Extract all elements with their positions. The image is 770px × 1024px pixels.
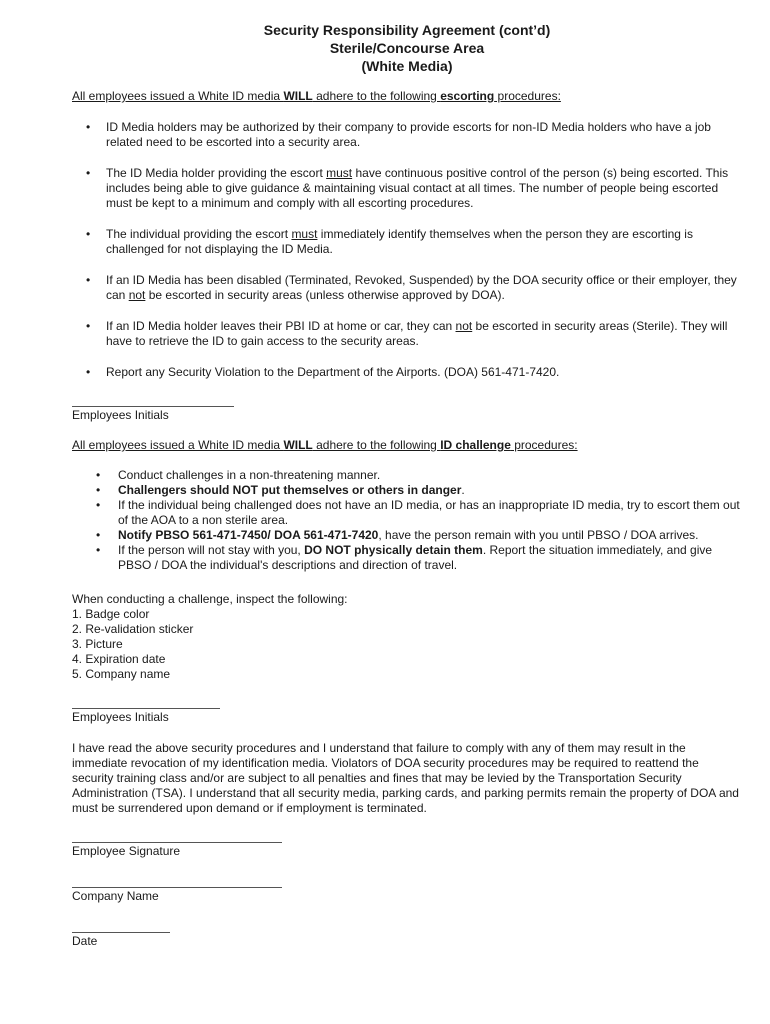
list-item: • Conduct challenges in a non-threatening manner. [96,468,381,482]
company-name-label: Company Name [72,889,159,903]
list-item: 4. Expiration date [72,652,166,666]
company-name-line[interactable] [72,887,282,888]
acknowledgement-paragraph: I have read the above security procedures and I understand that failure to comply with any of them may result in the immediate revocation of my identification media. Violators of DOA security procedures may be required to reattend the security training class and/or are subject to all penalties and fines that may be levied by the Transportation Security Administration (TSA). I understand that all security media, parking cards, and parking permits remain the property of DOA and must be surrendered upon demand or if employment is terminated. [72,741,739,815]
list-item: • Report any Security Violation to the Department of the Airports. (DOA) 561-471-7420. [86,365,560,379]
list-item: • The ID Media holder providing the escort must have continuous positive control of the person (s) being escorted. This includes being able to give guidance & maintaining visual contact at all times. The number of people being escorted must be kept to a minimum and comply with all escorting procedures. [86,166,729,210]
employee-signature-label: Employee Signature [72,844,181,858]
list-item: • If the person will not stay with you, DO NOT physically detain them. Report the situation immediately, and give PBSO / DOA the individual's descriptions and direction of travel. [96,543,713,572]
title-line-3: (White Media) [361,58,453,74]
title-line-2: Sterile/Concourse Area [329,40,485,56]
challenge-intro: All employees issued a White ID media WILL adhere to the following ID challenge procedures: [72,438,578,452]
list-item: • The individual providing the escort must immediately identify themselves when the person they are escorting is challenged for not displaying the ID Media. [86,227,693,256]
list-item: • If the individual being challenged does not have an ID media, or has an inappropriate ID media, try to escort them out of the AOA to a non sterile area. [96,498,740,527]
list-item: 5. Company name [72,667,171,681]
list-item: 2. Re-validation sticker [72,622,194,636]
title-line-1: Security Responsibility Agreement (cont’d) [263,22,551,38]
date-line[interactable] [72,932,170,933]
list-item: 1. Badge color [72,607,150,621]
escorting-intro: All employees issued a White ID media WILL adhere to the following escorting procedures: [72,89,561,103]
inspect-checklist [72,592,742,682]
initials-label-1: Employees Initials [72,408,169,422]
list-item: • If an ID Media holder leaves their PBI ID at home or car, they can not be escorted in security areas (Sterile). They will have to retrieve the ID to gain access to the security areas. [86,319,728,348]
employee-signature-line[interactable] [72,842,282,843]
inspect-heading: When conducting a challenge, inspect the following: [72,592,348,606]
initials-line-1[interactable] [72,406,234,407]
initials-line-2[interactable] [72,708,220,709]
list-item: 3. Picture [72,637,123,651]
list-item: • If an ID Media has been disabled (Terminated, Revoked, Suspended) by the DOA security office or their employer, they can not be escorted in security areas (unless otherwise approved by DOA). [86,273,737,302]
list-item: • Challengers should NOT put themselves or others in danger. [96,483,465,497]
challenge-procedures-list [72,468,742,573]
escorting-procedures-list [72,120,742,396]
list-item: • Notify PBSO 561-471-7450/ DOA 561-471-7420, have the person remain with you until PBSO / DOA arrives. [96,528,699,542]
initials-label-2: Employees Initials [72,710,169,724]
date-label: Date [72,934,98,948]
list-item: • ID Media holders may be authorized by their company to provide escorts for non-ID Media holders who have a job related need to be escorted into a security area. [86,120,711,149]
document-title [72,21,742,75]
